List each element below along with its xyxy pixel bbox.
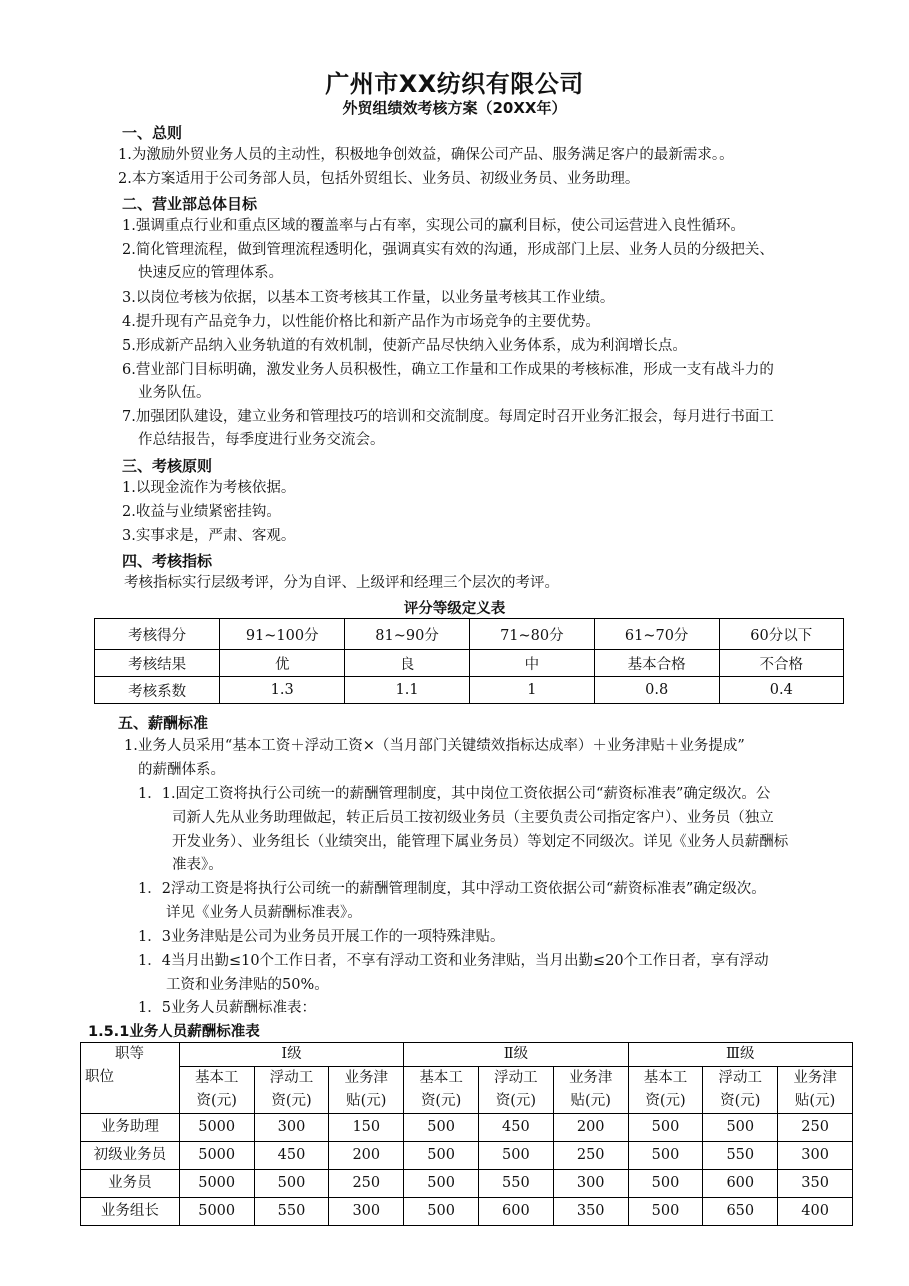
corner-bottom-label: 职位 [85,1069,114,1085]
table-cell: 优 [220,650,345,677]
table-cell: 500 [404,1142,479,1170]
paragraph: 1．1.固定工资将执行公司统一的薪酬管理制度，其中岗位工资依据公司“薪资标准表”确定级次。公 [138,786,771,802]
paragraph: 1．3业务津贴是公司为业务员开展工作的一项特殊津贴。 [138,929,505,945]
table-caption: 评分等级定义表 [403,601,506,617]
paragraph: 1.以现金流作为考核依据。 [122,480,296,496]
table-cell: 500 [479,1142,554,1170]
position-cell: 业务员 [81,1170,180,1198]
column-header-cell: 贴(元) [778,1090,853,1114]
level-header-cell: Ⅲ级 [628,1043,852,1067]
table-cell: 600 [479,1198,554,1226]
table-header-row [81,1090,853,1114]
table-cell: 300 [778,1142,853,1170]
section-heading-salary: 五、薪酬标准 [118,714,209,732]
table-cell: 60分以下 [719,619,843,650]
paragraph: 5.形成新产品纳入业务轨道的有效机制，使新产品尽快纳入业务体系，成为利润增长点。 [122,338,687,354]
column-header-cell: 浮动工 [254,1067,329,1091]
document-title: 广州市XX纺织有限公司 [325,70,584,98]
table-cell: 200 [553,1114,628,1142]
paragraph: 6.营业部门目标明确，激发业务人员积极性，确立工作量和工作成果的考核标准，形成一支有战斗力的 [122,362,774,378]
paragraph: 1.为激励外贸业务人员的主动性，积极地争创效益，确保公司产品、服务满足客户的最新需求。。 [118,147,734,163]
column-header-cell: 浮动工 [479,1067,554,1091]
row-header-cell: 考核得分 [95,619,220,650]
table-row [81,1170,853,1198]
table-cell: 不合格 [719,650,843,677]
column-header-cell: 资(元) [628,1090,703,1114]
table-cell: 500 [404,1198,479,1226]
table-cell: 550 [703,1142,778,1170]
paragraph: 3.以岗位考核为依据，以基本工资考核其工作量，以业务量考核其工作业绩。 [122,290,615,306]
table-row [95,619,844,650]
column-header-cell: 资(元) [179,1090,254,1114]
table-row [81,1198,853,1226]
table-cell: 300 [329,1198,404,1226]
table-cell: 5000 [179,1198,254,1226]
column-header-cell: 资(元) [254,1090,329,1114]
table-cell: 250 [329,1170,404,1198]
paragraph: 1.业务人员采用“基本工资＋浮动工资×（当月部门关键绩效指标达成率）＋业务津贴＋业务提成” [124,738,745,754]
table-cell: 500 [628,1114,703,1142]
section-heading-indicators: 四、考核指标 [122,552,213,570]
paragraph: 2.本方案适用于公司务部人员，包括外贸组长、业务员、初级业务员、业务助理。 [118,171,640,187]
paragraph: 快速反应的管理体系。 [138,265,283,281]
table-cell: 400 [778,1198,853,1226]
table-cell: 1.1 [345,677,470,704]
grade-definition-table [94,618,844,704]
paragraph: 工资和业务津贴的50%。 [166,977,329,993]
table-cell: 500 [404,1114,479,1142]
paragraph: 3.实事求是，严肃、客观。 [122,528,296,544]
table-cell: 500 [703,1114,778,1142]
table-cell: 550 [479,1170,554,1198]
column-header-cell: 业务津 [553,1067,628,1091]
corner-header-cell [81,1043,180,1114]
table-cell: 0.8 [594,677,719,704]
column-header-cell: 基本工 [179,1067,254,1091]
position-cell: 业务助理 [81,1114,180,1142]
paragraph: 1．2浮动工资是将执行公司统一的薪酬管理制度，其中浮动工资依据公司“薪资标准表”确定级次。 [138,881,766,897]
level-header-cell: Ⅰ级 [179,1043,403,1067]
table-cell: 中 [469,650,594,677]
column-header-cell: 资(元) [404,1090,479,1114]
column-header-cell: 浮动工 [703,1067,778,1091]
column-header-cell: 业务津 [778,1067,853,1091]
table-cell: 300 [553,1170,628,1198]
paragraph: 的薪酬体系。 [138,762,225,778]
table-cell: 250 [778,1114,853,1142]
column-header-cell: 资(元) [703,1090,778,1114]
salary-standard-table [80,1042,853,1226]
table-cell: 250 [553,1142,628,1170]
paragraph: 业务队伍。 [138,385,211,401]
table-cell: 81~90分 [345,619,470,650]
table-cell: 500 [404,1170,479,1198]
column-header-cell: 资(元) [479,1090,554,1114]
level-header-cell: Ⅱ级 [404,1043,628,1067]
table-cell: 良 [345,650,470,677]
paragraph: 详见《业务人员薪酬标准表》。 [166,905,362,921]
table-cell: 350 [778,1170,853,1198]
paragraph: 2.简化管理流程，做到管理流程透明化，强调真实有效的沟通，形成部门上层、业务人员的分级把关、 [122,242,774,258]
table-cell: 300 [254,1114,329,1142]
paragraph: 开发业务）、业务组长（业绩突出，能管理下属业务员）等划定不同级次。详见《业务人员薪酬标 [172,834,789,850]
paragraph: 2.收益与业绩紧密挂钩。 [122,504,281,520]
table-row [81,1114,853,1142]
column-header-cell: 贴(元) [329,1090,404,1114]
document-subtitle: 外贸组绩效考核方案（20XX年） [342,99,567,117]
paragraph: 司新人先从业务助理做起，转正后员工按初级业务员（主要负责公司指定客户）、业务员（独立 [172,810,774,826]
table-cell: 500 [254,1170,329,1198]
paragraph: 1.强调重点行业和重点区域的覆盖率与占有率，实现公司的赢利目标，使公司运营进入良性循环。 [122,218,745,234]
table-cell: 61~70分 [594,619,719,650]
paragraph: 考核指标实行层级考评，分为自评、上级评和经理三个层次的考评。 [124,575,559,591]
table-cell: 5000 [179,1114,254,1142]
table-cell: 500 [628,1170,703,1198]
table-cell: 1 [469,677,594,704]
table-cell: 550 [254,1198,329,1226]
column-header-cell: 基本工 [628,1067,703,1091]
section-heading-goals: 二、营业部总体目标 [122,195,258,213]
column-header-cell: 业务津 [329,1067,404,1091]
table-cell: 1.3 [220,677,345,704]
row-header-cell: 考核系数 [95,677,220,704]
column-header-cell: 贴(元) [553,1090,628,1114]
table-cell: 650 [703,1198,778,1226]
table-header-row [81,1067,853,1091]
row-header-cell: 考核结果 [95,650,220,677]
position-cell: 业务组长 [81,1198,180,1226]
table-cell: 71~80分 [469,619,594,650]
table-cell: 150 [329,1114,404,1142]
table-cell: 5000 [179,1170,254,1198]
table-row [95,650,844,677]
table-row [81,1142,853,1170]
table-cell: 200 [329,1142,404,1170]
table-cell: 350 [553,1198,628,1226]
table-cell: 500 [628,1142,703,1170]
paragraph: 1．4当月出勤≤10个工作日者，不享有浮动工资和业务津贴，当月出勤≤20个工作日者，享有浮动 [138,953,769,969]
table-cell: 基本合格 [594,650,719,677]
column-header-cell: 基本工 [404,1067,479,1091]
table-cell: 0.4 [719,677,843,704]
paragraph: 4.提升现有产品竞争力，以性能价格比和新产品作为市场竞争的主要优势。 [122,314,600,330]
table-cell: 5000 [179,1142,254,1170]
paragraph: 准表》。 [172,857,223,873]
table-row [95,677,844,704]
corner-top-label: 职等 [115,1046,144,1062]
paragraph: 7.加强团队建设，建立业务和管理技巧的培训和交流制度。每周定时召开业务汇报会，每月进行书面工 [122,409,774,425]
paragraph: 1．5业务人员薪酬标准表： [138,1000,316,1016]
table-header-row [81,1043,853,1067]
table-cell: 91~100分 [220,619,345,650]
position-cell: 初级业务员 [81,1142,180,1170]
table-cell: 450 [479,1114,554,1142]
salary-table-title: 1.5.1业务人员薪酬标准表 [88,1024,260,1040]
paragraph: 作总结报告，每季度进行业务交流会。 [138,432,385,448]
section-heading-principles: 三、考核原则 [122,457,213,475]
table-cell: 450 [254,1142,329,1170]
table-cell: 500 [628,1198,703,1226]
section-heading-general: 一、总则 [122,124,183,142]
table-cell: 600 [703,1170,778,1198]
